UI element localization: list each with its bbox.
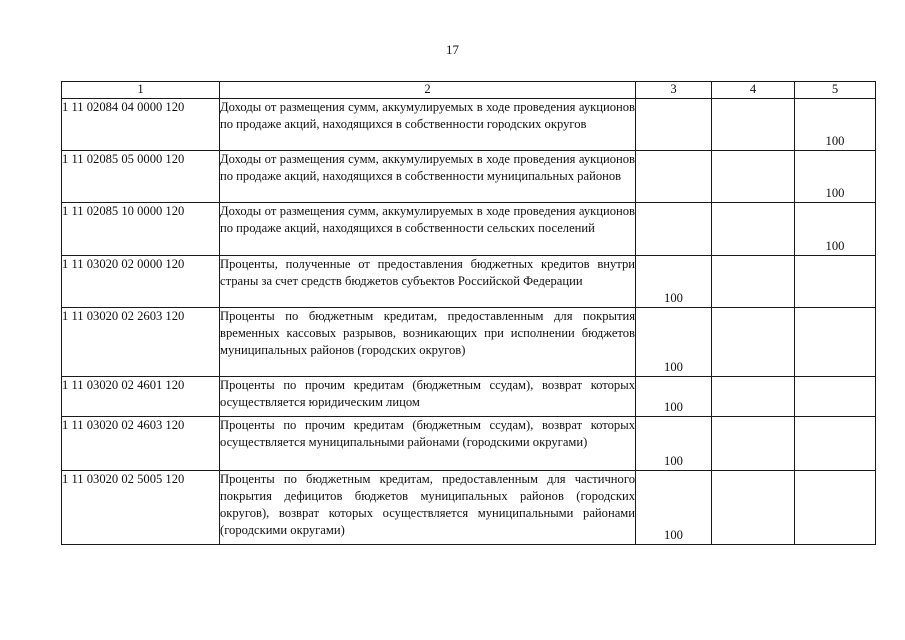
- budget-code-cell: 1 11 02085 10 0000 120: [62, 203, 220, 256]
- value-cell-col4: [712, 308, 795, 377]
- column-header: 1: [62, 82, 220, 99]
- value-cell-col3: 100: [636, 471, 712, 545]
- value-cell-col3: [636, 203, 712, 256]
- value-cell-col4: [712, 99, 795, 151]
- column-header: 2: [220, 82, 636, 99]
- column-header: 3: [636, 82, 712, 99]
- table-row: [62, 256, 876, 308]
- table-row: [62, 471, 876, 545]
- value-cell-col3: [636, 151, 712, 203]
- value-cell-col5: 100: [795, 203, 876, 256]
- value-cell-col3: 100: [636, 377, 712, 417]
- description-cell: Проценты по бюджетным кредитам, предоставленным для частичного покрытия дефицитов бюджетов муниципальных районов (городских округов), возврат которых осуществляется муниципальными районами (городскими округами): [220, 471, 636, 545]
- description-cell: Проценты по прочим кредитам (бюджетным ссудам), возврат которых осуществляется юридическим лицом: [220, 377, 636, 417]
- description-cell: Доходы от размещения сумм, аккумулируемых в ходе проведения аукционов по продаже акций, находящихся в собственности городских округов: [220, 99, 636, 151]
- table-row: [62, 151, 876, 203]
- value-cell-col5: [795, 471, 876, 545]
- description-cell: Проценты, полученные от предоставления бюджетных кредитов внутри страны за счет средств бюджетов субъектов Российской Федерации: [220, 256, 636, 308]
- value-cell-col5: [795, 377, 876, 417]
- value-cell-col4: [712, 471, 795, 545]
- description-cell: Доходы от размещения сумм, аккумулируемых в ходе проведения аукционов по продаже акций, находящихся в собственности сельских поселений: [220, 203, 636, 256]
- value-cell-col3: 100: [636, 417, 712, 471]
- value-cell-col3: 100: [636, 308, 712, 377]
- value-cell-col3: [636, 99, 712, 151]
- budget-code-cell: 1 11 03020 02 4601 120: [62, 377, 220, 417]
- value-cell-col4: [712, 417, 795, 471]
- value-cell-col4: [712, 151, 795, 203]
- description-cell: Проценты по прочим кредитам (бюджетным ссудам), возврат которых осуществляется муниципальными районами (городскими округами): [220, 417, 636, 471]
- value-cell-col3: 100: [636, 256, 712, 308]
- description-cell: Доходы от размещения сумм, аккумулируемых в ходе проведения аукционов по продаже акций, находящихся в собственности муниципальных районов: [220, 151, 636, 203]
- value-cell-col5: 100: [795, 151, 876, 203]
- value-cell-col5: [795, 256, 876, 308]
- budget-classification-table: [61, 81, 876, 545]
- table-header-row: [62, 82, 876, 99]
- value-cell-col4: [712, 377, 795, 417]
- column-header: 4: [712, 82, 795, 99]
- budget-code-cell: 1 11 02084 04 0000 120: [62, 99, 220, 151]
- page-number: 17: [446, 42, 459, 57]
- budget-code-cell: 1 11 02085 05 0000 120: [62, 151, 220, 203]
- budget-code-cell: 1 11 03020 02 5005 120: [62, 471, 220, 545]
- value-cell-col5: [795, 308, 876, 377]
- description-cell: Проценты по бюджетным кредитам, предоставленным для покрытия временных кассовых разрывов, возникающих при исполнении бюджетов муниципальных районов (городских округов): [220, 308, 636, 377]
- budget-code-cell: 1 11 03020 02 0000 120: [62, 256, 220, 308]
- value-cell-col4: [712, 256, 795, 308]
- table-row: [62, 203, 876, 256]
- table-row: [62, 308, 876, 377]
- value-cell-col5: 100: [795, 99, 876, 151]
- table-row: [62, 377, 876, 417]
- value-cell-col5: [795, 417, 876, 471]
- budget-code-cell: 1 11 03020 02 4603 120: [62, 417, 220, 471]
- value-cell-col4: [712, 203, 795, 256]
- budget-code-cell: 1 11 03020 02 2603 120: [62, 308, 220, 377]
- column-header: 5: [795, 82, 876, 99]
- table-row: [62, 417, 876, 471]
- table-row: [62, 99, 876, 151]
